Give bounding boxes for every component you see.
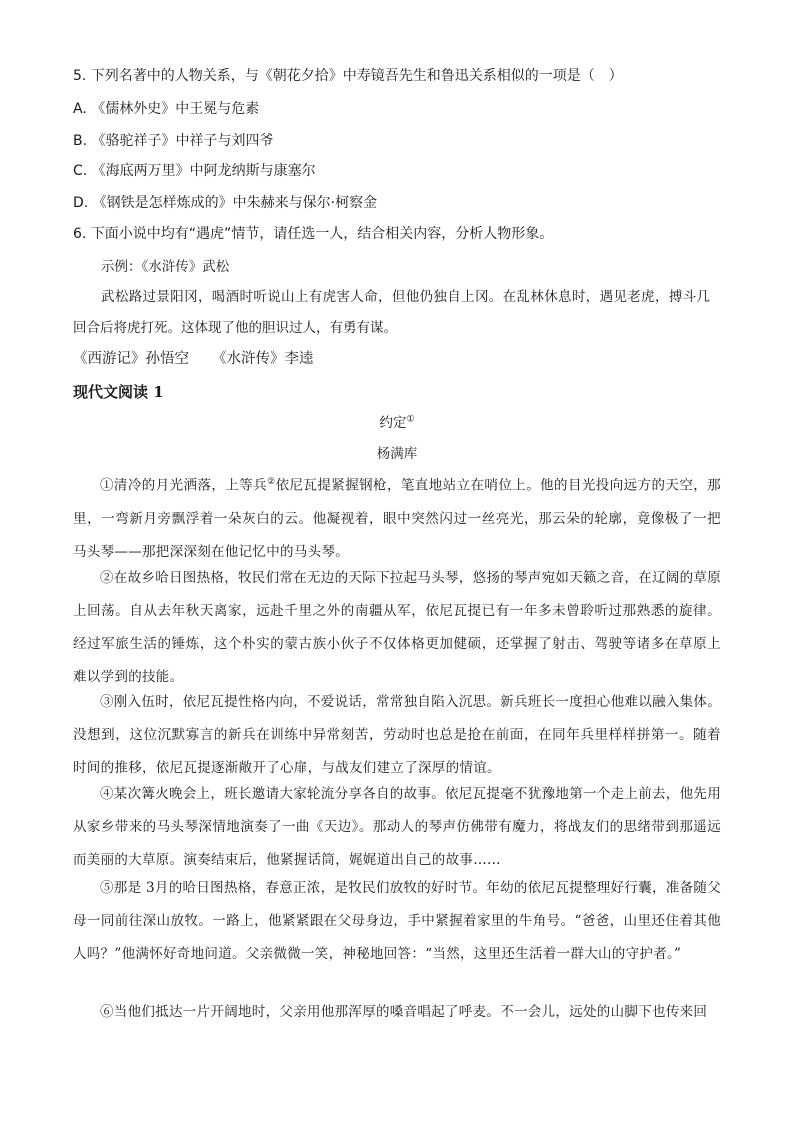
paragraph-4: ④某次篝火晚会上，班长邀请大家轮流分享各自的故事。依尼瓦提毫不犹豫地第一个走上前去，他先用从家乡带来的马头琴深情地演奏了一曲《天边》。那动人的琴声仿佛带有魔力，将战友们的思绪带到那遥远而美丽的大草原。演奏结束后，他紧握话筒，娓娓道出自己的故事…… [73,786,721,868]
paragraph-5: ⑤那是 3月的哈日图热格，春意正浓，是牧民们放牧的好时节。年幼的依尼瓦提整理好行囊，准备随父母一同前往深山放牧。一路上，他紧紧跟在父母身边，手中紧握着家里的牛角号。“爸爸，山里还住着其他人吗？”他满怀好奇地问道。父亲微微一笑，神秘地回答：“当然，这里还生活着一群大山的守护者。” [73,880,721,962]
question-5-option-c: C. 《海底两万里》中阿龙纳斯与康塞尔 [73,163,316,179]
article-title [0,411,794,431]
paragraph-6: ⑥当他们抵达一片开阔地时，父亲用他那浑厚的嗓音唱起了呼麦。不一会儿，远处的山脚下也传来回 [100,1004,708,1020]
footnote-marker: ① [406,414,415,425]
article-author: 杨满库 [376,446,418,462]
question-6-stem: 6. 下面小说中均有“遇虎”情节，请任选一人，结合相关内容，分析人物形象。 [73,226,554,242]
question-5-option-a: A. 《儒林外史》中王冕与危素 [73,101,260,117]
paragraph-2: ②在故乡哈日图热格，牧民们常在无边的天际下拉起马头琴，悠扬的琴声宛如天籁之音，在辽阔的草原上回荡。自从去年秋天离家，远赴千里之外的南疆从军，依尼瓦提已有一年多未曾聆听过那熟悉的旋律。经过军旅生活的锤炼，这个朴实的蒙古族小伙子不仅体格更加健硕，还掌握了射击、驾驶等诸多在草原上难以学到的技能。 [73,570,721,685]
choice-sun-wukong: 《西游记》孙悟空 [73,351,189,367]
paragraph-3: ③刚入伍时，依尼瓦提性格内向，不爱说话，常常独自陷入沉思。新兵班长一度担心他难以融入集体。没想到，这位沉默寡言的新兵在训练中异常刻苦，劳动时也总是抢在前面，在同年兵里样样拼第一。随着时间的推移，依尼瓦提逐渐敞开了心扉，与战友们建立了深厚的情谊。 [73,694,721,776]
section-title: 现代文阅读 1 [73,383,164,401]
question-5-option-d: D. 《钢铁是怎样炼成的》中朱赫来与保尔·柯察金 [73,195,378,211]
choice-li-kui: 《水浒传》李逵 [212,351,314,367]
paragraph-1-rest: 依尼瓦提紧握钢枪，笔直地站立在哨位上。他的目光投向远方的天空，那里，一弯新月旁飘浮着一朵灰白的云。他凝视着，眼中突然闪过一丝亮光，那云朵的轮廓，竟像极了一把马头琴——那把深深刻在他记忆中的马头琴。 [73,477,721,560]
example-line-1: 武松路过景阳冈，喝酒时听说山上有虎害人命，但他仍独自上冈。在乱林休息时，遇见老虎，搏斗几 [101,289,711,305]
example-line-2: 回合后将虎打死。这体现了他的胆识过人，有勇有谋。 [73,320,397,336]
question-5-stem: 5. 下列名著中的人物关系，与《朝花夕拾》中寿镜吾先生和鲁迅关系相似的一项是（ ） [73,68,623,84]
footnote-marker: ② [267,477,276,487]
paragraph-1 [73,466,721,569]
article-title-text: 约定 [379,415,407,431]
paragraph-1-start: ①清冷的月光洒落，上等兵 [100,477,268,494]
example-label: 示例：《水浒传》武松 [101,259,230,275]
question-5-option-b: B. 《骆驼祥子》中祥子与刘四爷 [73,133,274,149]
